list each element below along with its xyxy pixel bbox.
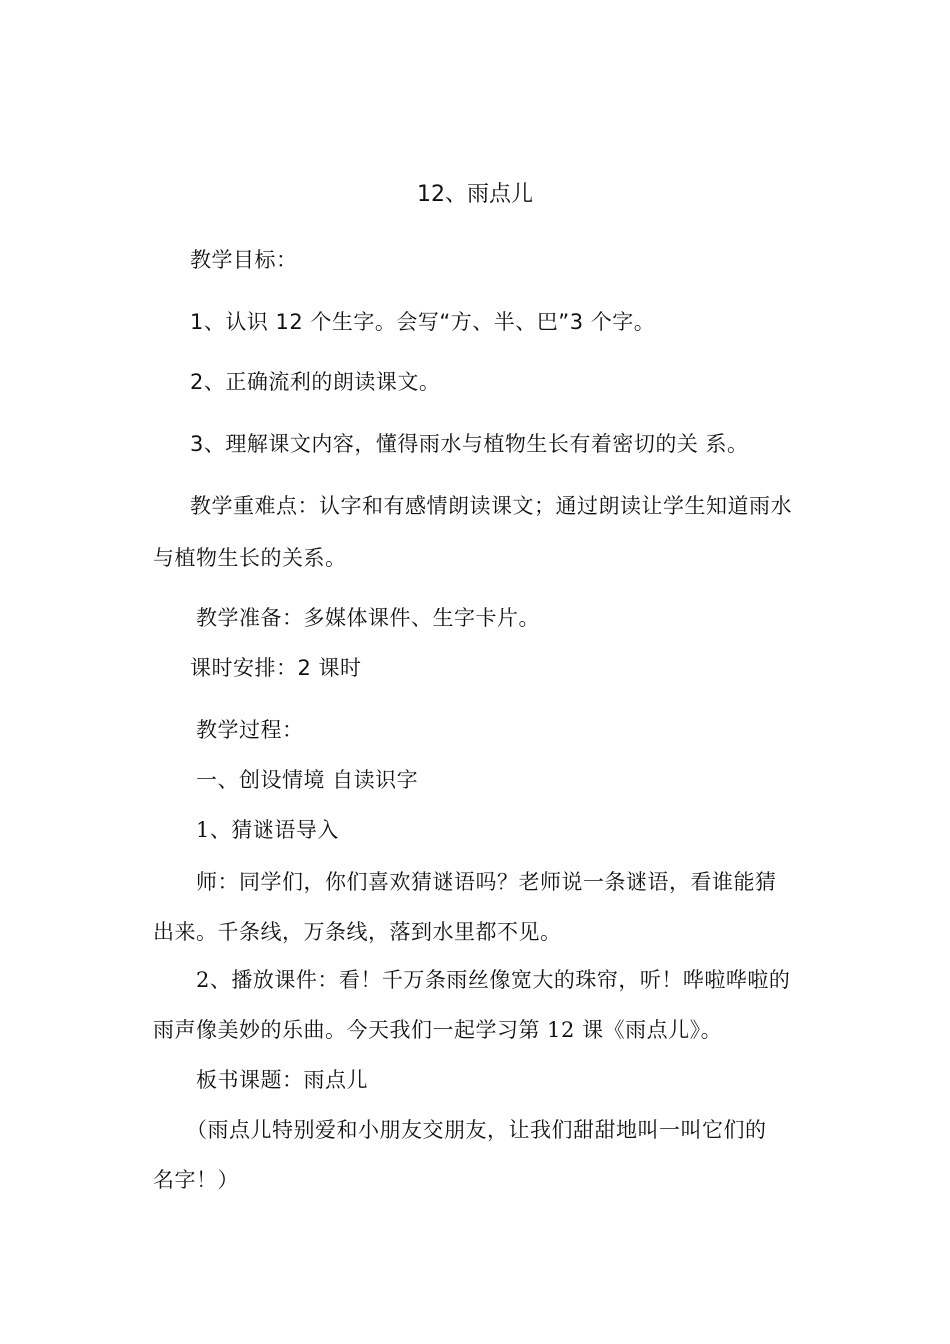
section-heading-1: 一、创设情境 自读识字 (196, 768, 419, 792)
step-2-line-1: 2、播放课件：看！千万条雨丝像宽大的珠帘，听！哗啦哗啦的 (196, 968, 791, 992)
objective-item-3: 3、理解课文内容，懂得雨水与植物生长有着密切的关 系。 (190, 432, 749, 456)
board-title-line: 板书课题：雨点儿 (196, 1068, 368, 1092)
process-heading: 教学过程： (196, 718, 304, 742)
step-1: 1、猜谜语导入 (196, 818, 339, 842)
key-points-line-1: 教学重难点：认字和有感情朗读课文；通过朗读让学生知道雨水 (190, 494, 792, 518)
document-title: 12、雨点儿 (417, 182, 533, 207)
objectives-heading: 教学目标： (190, 248, 298, 272)
schedule-line: 课时安排：2 课时 (190, 656, 362, 680)
step-2-line-2: 雨声像美妙的乐曲。今天我们一起学习第 12 课《雨点儿》。 (153, 1018, 723, 1042)
note-line-1: （雨点儿特别爱和小朋友交朋友，让我们甜甜地叫一叫它们的 (186, 1118, 767, 1142)
teacher-line-2: 出来。千条线，万条线，落到水里都不见。 (153, 920, 562, 944)
objective-item-2: 2、正确流利的朗读课文。 (190, 370, 441, 394)
teacher-line-1: 师：同学们，你们喜欢猜谜语吗？老师说一条谜语，看谁能猜 (196, 870, 777, 894)
objective-item-1: 1、认识 12 个生字。会写“方、半、巴”3 个字。 (190, 310, 656, 334)
key-points-line-2: 与植物生长的关系。 (153, 546, 347, 570)
note-line-2: 名字！） (153, 1168, 239, 1192)
preparation-line: 教学准备：多媒体课件、生字卡片。 (196, 606, 540, 630)
